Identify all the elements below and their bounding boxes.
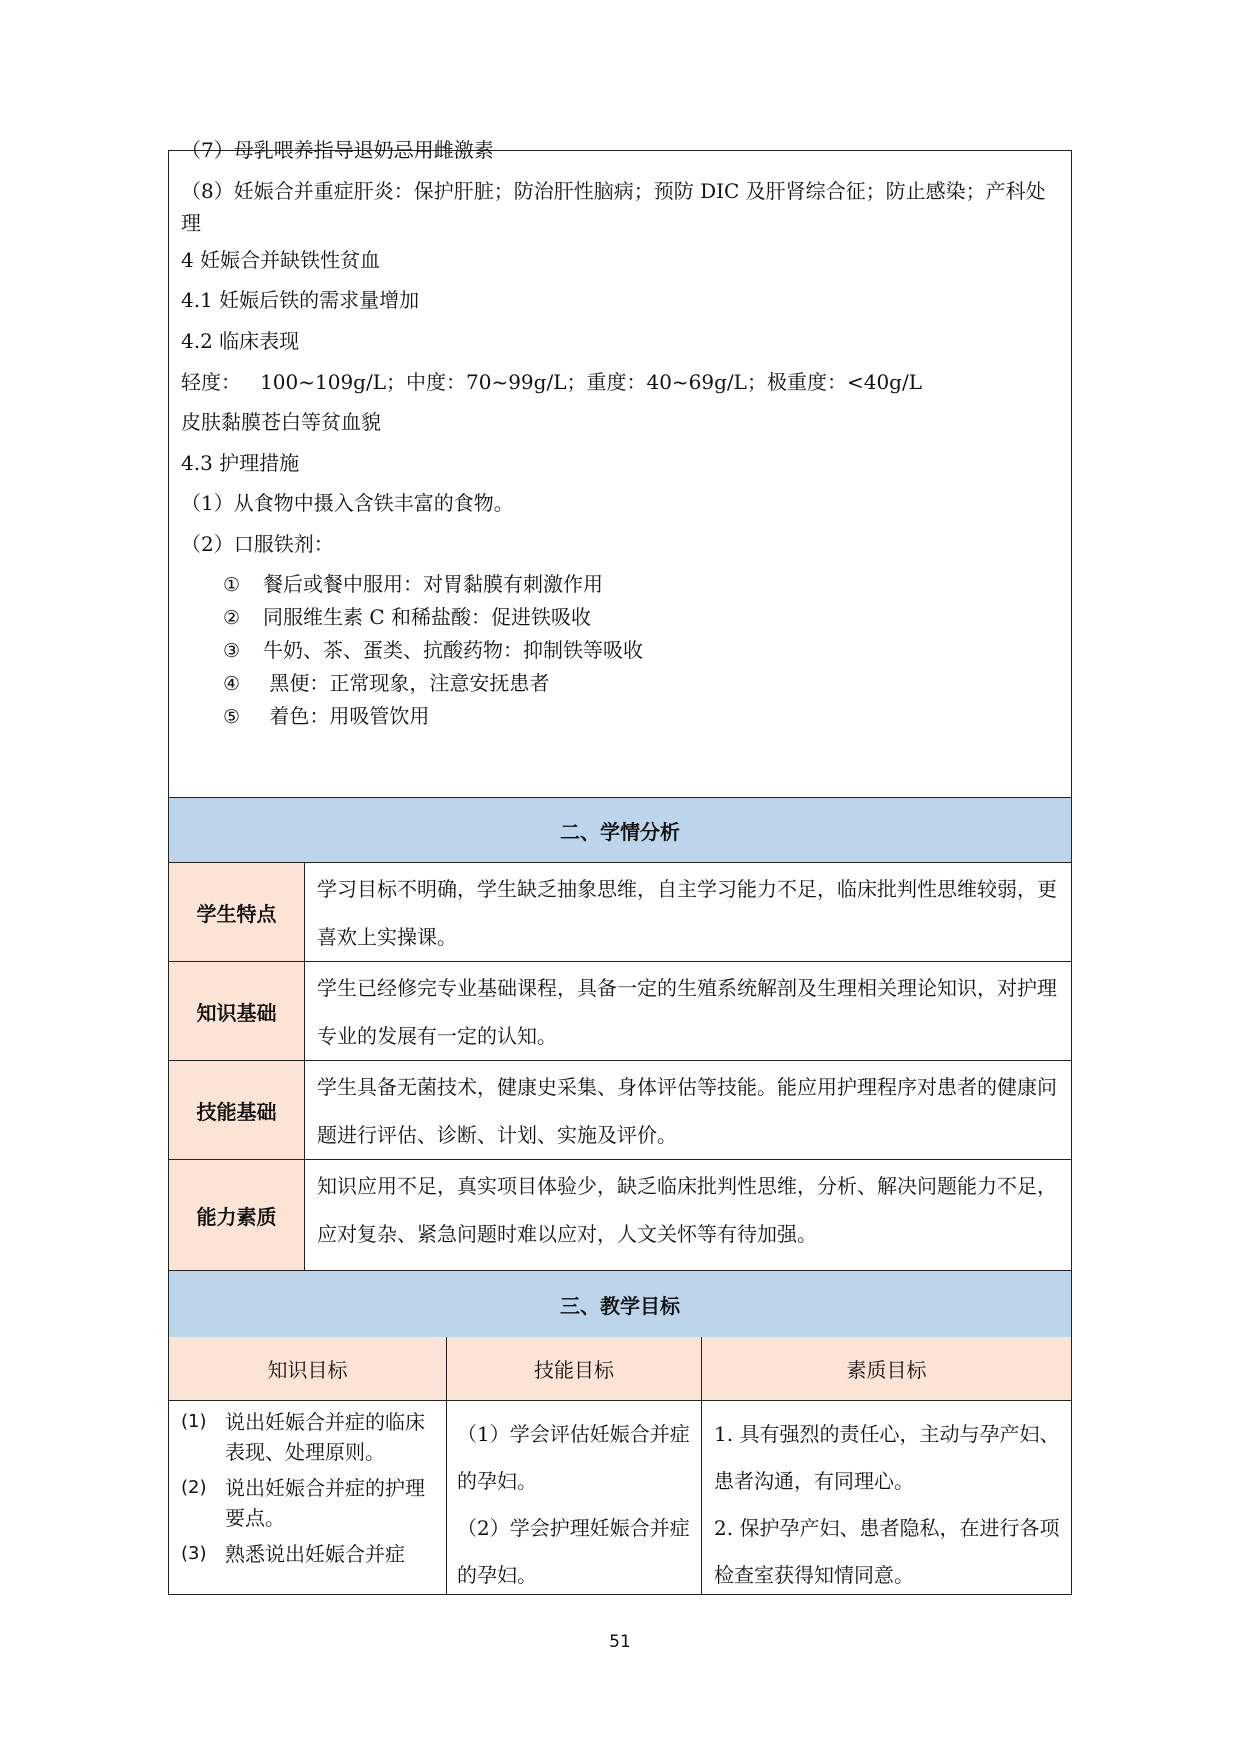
sub-item: ② 同服维生素 C 和稀盐酸：促进铁吸收 — [223, 605, 592, 629]
heading-4: 4 妊娠合并缺铁性贫血 — [181, 248, 381, 272]
heading-4-3: 4.3 护理措施 — [181, 451, 300, 475]
sub-item: ③ 牛奶、茶、蛋类、抗酸药物：抑制铁等吸收 — [223, 638, 643, 662]
knowledge-goals — [169, 1401, 447, 1594]
row-text: 知识应用不足，真实项目体验少，缺乏临床批判性思维，分析、解决问题能力不足，应对复杂、紧急问题时难以应对，人文关怀等有待加强。 — [317, 1174, 1057, 1246]
analysis-row — [168, 962, 1072, 1061]
row-label: 技能基础 — [169, 1061, 305, 1159]
skill-item: （2）学会护理妊娠合并症的孕妇。 — [457, 1516, 690, 1587]
heading-4-2: 4.2 临床表现 — [181, 329, 300, 353]
quality-item: 1. 具有强烈的责任心，主动与孕产妇、患者沟通，有同理心。 — [714, 1422, 1060, 1493]
row-label: 能力素质 — [169, 1160, 305, 1270]
section-header-analysis: 二、学情分析 — [168, 797, 1072, 863]
header-skills: 技能目标 — [447, 1337, 702, 1400]
row-label: 学生特点 — [169, 863, 305, 961]
knowledge-item: (1) 说出妊娠合并症的临床表现、处理原则。 — [181, 1410, 425, 1464]
analysis-row — [168, 863, 1072, 962]
header-knowledge: 知识目标 — [169, 1337, 447, 1400]
skill-goals — [447, 1401, 702, 1594]
header-quality: 素质目标 — [846, 1358, 927, 1382]
goals-body-row — [168, 1401, 1072, 1595]
measure-1: （1）从食物中摄入含铁丰富的食物。 — [181, 491, 514, 515]
measure-2: （2）口服铁剂： — [181, 532, 334, 556]
goals-header-row — [168, 1337, 1072, 1401]
item-7: （7）母乳喂养指导退奶忌用雌激素 — [181, 138, 494, 162]
analysis-row — [168, 1160, 1072, 1271]
knowledge-item: (3) 熟悉说出妊娠合并症 — [181, 1542, 405, 1566]
content-box — [168, 138, 1072, 798]
severity-levels: 轻度： 100~109g/L；中度：70~99g/L；重度：40~69g/L；极重度：<40g/L — [181, 370, 922, 394]
sub-item: ① 餐后或餐中服用：对胃黏膜有刺激作用 — [223, 572, 603, 596]
row-label: 知识基础 — [169, 962, 305, 1060]
row-text: 学生已经修完专业基础课程，具备一定的生殖系统解剖及生理相关理论知识，对护理专业的发展有一定的认知。 — [317, 976, 1057, 1048]
skill-item: （1）学会评估妊娠合并症的孕妇。 — [457, 1422, 690, 1493]
heading-4-1: 4.1 妊娠后铁的需求量增加 — [181, 288, 420, 312]
page-number: 51 — [609, 1632, 631, 1652]
analysis-row — [168, 1061, 1072, 1160]
row-text: 学生具备无菌技术，健康史采集、身体评估等技能。能应用护理程序对患者的健康问题进行评估、诊断、计划、实施及评价。 — [317, 1075, 1057, 1147]
row-text: 学习目标不明确，学生缺乏抽象思维，自主学习能力不足，临床批判性思维较弱，更喜欢上实操课。 — [317, 877, 1057, 949]
quality-item: 2. 保护孕产妇、患者隐私，在进行各项检查室获得知情同意。 — [714, 1516, 1060, 1587]
sub-item: ⑤ 着色：用吸管饮用 — [223, 704, 430, 728]
section-header-goals: 三、教学目标 — [168, 1270, 1072, 1338]
item-8: （8）妊娠合并重症肝炎：保护肝脏；防治肝性脑病；预防 DIC 及肝肾综合征；防止感染；产科处理 — [181, 179, 1046, 235]
quality-goals — [702, 1401, 1071, 1594]
knowledge-item: (2) 说出妊娠合并症的护理要点。 — [181, 1476, 425, 1530]
sub-item: ④ 黑便：正常现象，注意安抚患者 — [223, 671, 550, 695]
skin-sign: 皮肤黏膜苍白等贫血貌 — [181, 410, 381, 434]
